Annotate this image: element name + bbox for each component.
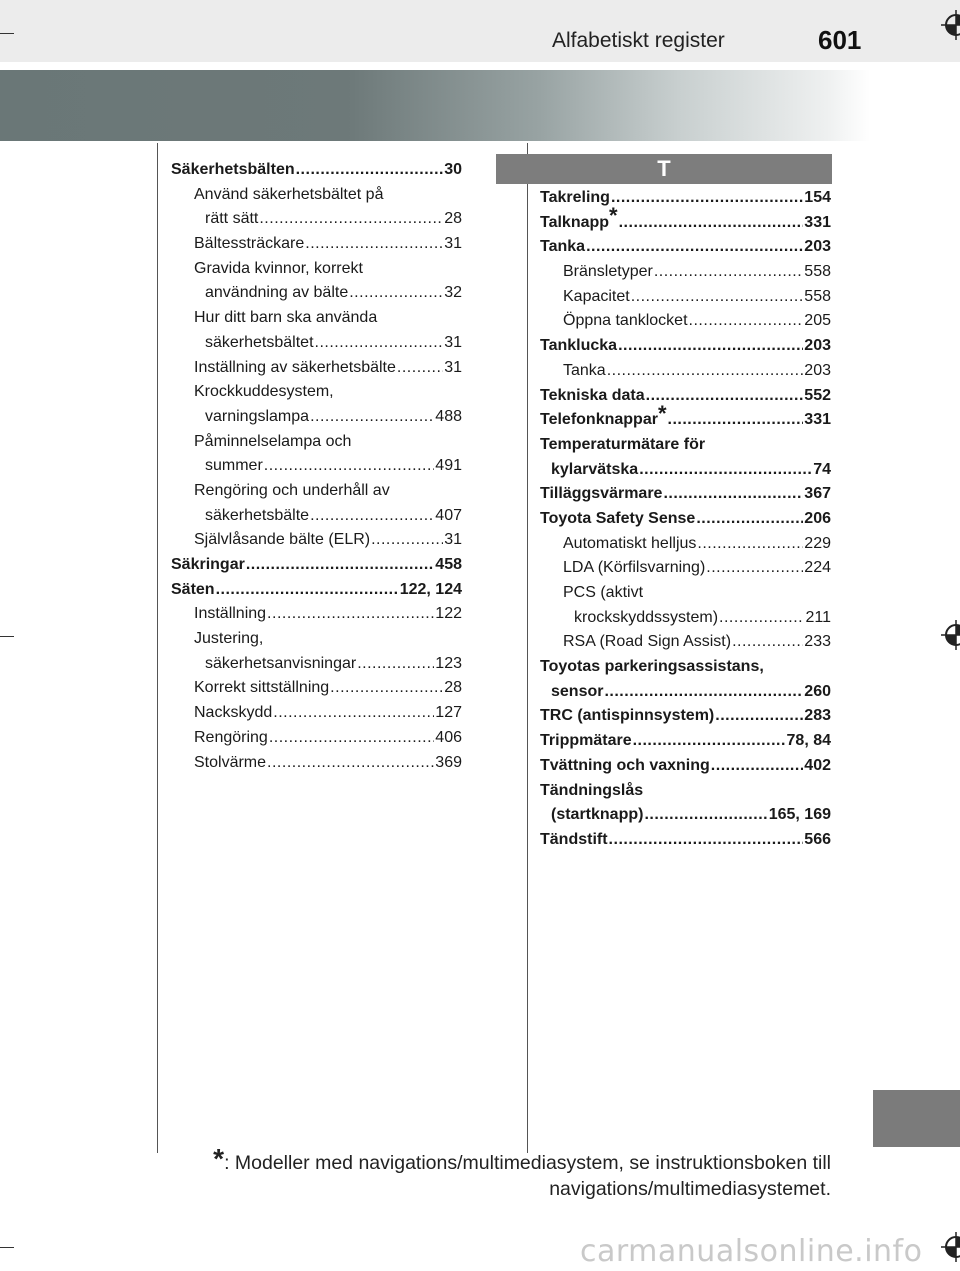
dot-leader <box>706 556 803 581</box>
index-entry-label: användning av bälte <box>205 284 349 302</box>
index-entry-page: 558 <box>804 287 831 305</box>
dot-leader <box>357 652 434 677</box>
dot-leader <box>305 232 443 257</box>
dot-leader <box>259 207 443 232</box>
index-entry-label: Inställning av säkerhetsbälte <box>194 358 396 376</box>
index-entry-page: 31 <box>444 333 462 351</box>
index-entry-label: kylarvätska <box>551 460 639 478</box>
index-entry-page: 458 <box>435 556 462 573</box>
index-entry-label: Säkringar <box>171 556 245 573</box>
index-entry-label: Tanka <box>563 361 606 379</box>
dot-leader <box>607 359 804 384</box>
index-entry <box>171 430 462 455</box>
index-entry-page: 28 <box>444 679 462 697</box>
index-entry-label: Tändningslås <box>540 781 644 799</box>
footnote <box>150 1142 831 1202</box>
index-entry-page: 407 <box>435 506 462 524</box>
index-entry <box>540 779 831 804</box>
index-entry-page: 205 <box>804 312 831 330</box>
index-entry-page: 233 <box>804 633 831 651</box>
index-entry <box>540 235 831 260</box>
index-entry-label: Öppna tanklocket <box>563 312 688 330</box>
registration-mark-icon <box>941 10 960 40</box>
index-entry <box>171 207 462 232</box>
index-entry-label: Bränsletyper <box>563 263 653 281</box>
index-entry <box>171 553 462 578</box>
index-entry-page: 206 <box>804 509 831 527</box>
dot-leader <box>349 281 443 306</box>
index-entry-label: Tändstift <box>540 830 608 848</box>
index-entry-page: 31 <box>444 358 462 376</box>
crop-mark <box>0 1247 14 1248</box>
index-entry-label: Tanklucka <box>540 337 618 355</box>
index-entry <box>540 581 831 606</box>
index-entry <box>171 306 462 331</box>
index-entry-label: Toyotas parkeringsassistans, <box>540 658 764 676</box>
index-entry-page: 211 <box>805 608 831 626</box>
dot-leader <box>397 356 443 381</box>
index-entry <box>171 528 462 553</box>
index-entry-page: 154 <box>804 189 831 206</box>
index-entry-label: Tekniska data <box>540 386 645 404</box>
index-entry <box>171 751 462 776</box>
index-entry <box>171 356 462 381</box>
dot-leader <box>315 331 444 356</box>
index-entry <box>540 309 831 334</box>
dot-leader <box>689 309 804 334</box>
index-entry <box>540 433 831 458</box>
dot-leader <box>732 630 803 655</box>
index-entry-page: 402 <box>804 756 831 774</box>
index-entry-page: 260 <box>804 682 831 700</box>
index-entry <box>171 504 462 529</box>
index-entry <box>540 704 831 729</box>
index-entry-label: PCS (aktivt <box>563 584 644 601</box>
index-entry-label: Temperaturmätare för <box>540 435 706 453</box>
index-entry-page: 32 <box>444 284 462 302</box>
dot-leader <box>618 334 803 359</box>
dot-leader <box>663 482 803 507</box>
index-entry-label: Stolvärme <box>194 753 267 771</box>
index-entry-page: 224 <box>804 559 831 577</box>
index-entry-page: 369 <box>435 753 462 771</box>
index-entry-label: (startknapp) <box>551 806 644 824</box>
index-entry-page: 558 <box>804 263 831 281</box>
crop-mark <box>0 636 14 637</box>
index-entry-label: Kapacitet <box>563 287 630 305</box>
index-entry-page: 127 <box>435 704 462 722</box>
dot-leader <box>631 285 804 310</box>
index-entry <box>540 507 831 532</box>
index-entry-label: Automatiskt helljus <box>563 534 697 552</box>
index-entry-page: 488 <box>435 407 462 425</box>
dot-leader <box>296 158 444 183</box>
registration-mark-icon <box>941 1232 960 1262</box>
crop-mark <box>0 33 14 34</box>
dot-leader <box>711 754 804 779</box>
index-entry <box>171 454 462 479</box>
index-entry-label: summer <box>205 457 263 475</box>
index-entry-page: 74 <box>813 460 831 478</box>
index-entry <box>171 331 462 356</box>
dot-leader <box>719 606 804 631</box>
index-entry-label: Hur ditt barn ska använda <box>194 309 378 327</box>
index-entry-page: 28 <box>444 210 462 228</box>
column-divider-left <box>157 143 158 1153</box>
index-entry-label: Använd säkerhetsbältet på <box>194 185 384 203</box>
footnote-line-2: navigations/multimediasystemet. <box>549 1178 831 1200</box>
index-entry-label: LDA (Körfilsvarning) <box>563 559 706 577</box>
index-entry-label: TRC (antispinnsystem) <box>540 707 715 725</box>
registration-mark-icon <box>941 620 960 650</box>
index-entry-page: 203 <box>804 238 831 256</box>
index-entry-label: Korrekt sittställning <box>194 679 330 697</box>
dot-leader <box>654 260 803 285</box>
index-entry-label: säkerhetsbältet <box>205 333 314 351</box>
index-entry <box>171 158 462 183</box>
index-entry <box>540 186 831 211</box>
index-entry-page: 31 <box>444 235 462 253</box>
index-entry <box>540 458 831 483</box>
dot-leader <box>246 553 434 578</box>
index-entry-label: Tanka <box>540 238 586 256</box>
index-entry-label: Trippmätare <box>540 732 632 750</box>
index-entry <box>171 479 462 504</box>
index-entry-label: sensor <box>551 682 604 700</box>
index-entry <box>171 676 462 701</box>
index-entry-page: 203 <box>804 337 831 355</box>
index-entry-page: 203 <box>804 361 831 379</box>
index-entry <box>171 726 462 751</box>
index-entry-label: Bältessträckare <box>194 235 305 253</box>
index-entry-page: 566 <box>804 830 831 848</box>
index-entry-page: 552 <box>804 386 831 404</box>
index-entry <box>540 260 831 285</box>
index-entry <box>540 359 831 384</box>
section-letter-header: T <box>496 154 832 184</box>
dot-leader <box>633 729 786 754</box>
dot-leader <box>371 528 443 553</box>
dot-leader <box>639 458 812 483</box>
index-entry-label: Självlåsande bälte (ELR) <box>194 531 371 549</box>
index-entry-label: Toyota Safety Sense <box>540 509 696 527</box>
watermark-text: carmanualsonline.info <box>580 1234 923 1269</box>
dot-leader <box>267 602 434 627</box>
footnote-line-1: : Modeller med navigations/multimediasystem, se instruktionsboken till <box>224 1152 831 1174</box>
index-entry <box>540 754 831 779</box>
index-entry <box>540 729 831 754</box>
index-entry-page: 406 <box>435 728 462 746</box>
index-entry <box>540 334 831 359</box>
dot-leader <box>586 235 803 260</box>
index-entry <box>171 701 462 726</box>
dot-leader <box>269 726 434 751</box>
index-entry-label: varningslampa <box>205 407 310 425</box>
dot-leader <box>646 384 804 409</box>
index-column-left <box>171 158 462 775</box>
index-entry-label: Krockkuddesystem, <box>194 383 334 401</box>
index-entry <box>171 281 462 306</box>
index-entry-page: 30 <box>444 161 462 178</box>
index-entry-label: RSA (Road Sign Assist) <box>563 633 732 651</box>
index-entry-page: 229 <box>804 534 831 552</box>
index-entry-page: 367 <box>804 485 831 503</box>
dot-leader <box>697 532 803 557</box>
index-entry-page: 491 <box>435 457 462 475</box>
index-entry <box>171 627 462 652</box>
index-entry-page: 331 <box>804 213 831 231</box>
dot-leader <box>611 186 803 211</box>
index-entry <box>540 400 831 433</box>
index-entry-label: Säten <box>171 580 215 598</box>
page-number: 601 <box>818 25 862 55</box>
index-entry <box>540 482 831 507</box>
index-entry-label: Rengöring <box>194 728 268 746</box>
dot-leader <box>330 676 443 701</box>
index-entry <box>171 380 462 405</box>
index-entry-label: säkerhetsanvisningar <box>205 654 357 672</box>
index-entry <box>540 203 831 236</box>
dot-leader <box>715 704 803 729</box>
index-entry-label: Gravida kvinnor, korrekt <box>194 259 363 277</box>
footnote-star: * <box>213 1142 225 1174</box>
dot-leader <box>609 828 804 853</box>
index-entry-label: Inställning <box>194 605 267 623</box>
index-entry-label: Telefonknappar <box>540 411 658 429</box>
header-gradient-bar <box>0 70 870 141</box>
index-entry-page: 122 <box>435 605 462 623</box>
index-entry <box>540 803 831 828</box>
index-entry <box>540 606 831 631</box>
index-entry-label: Tvättning och vaxning <box>540 756 710 774</box>
index-entry <box>540 556 831 581</box>
dot-leader <box>273 701 434 726</box>
index-entry-page: 283 <box>804 707 831 725</box>
index-entry-label: Säkerhetsbälten <box>171 161 295 178</box>
index-entry <box>171 578 462 603</box>
index-entry <box>171 257 462 282</box>
index-entry-label: krockskyddssystem) <box>574 608 719 626</box>
index-entry-label: Rengöring och underhåll av <box>194 481 390 499</box>
index-entry-label: Justering, <box>194 630 264 648</box>
dot-leader <box>310 405 434 430</box>
dot-leader <box>216 578 399 603</box>
index-entry <box>171 232 462 257</box>
index-entry <box>540 285 831 310</box>
dot-leader <box>264 454 435 479</box>
header-band <box>0 0 960 62</box>
index-column-right <box>540 186 831 853</box>
dot-leader <box>619 211 804 236</box>
index-entry <box>171 183 462 208</box>
index-entry <box>540 655 831 680</box>
index-entry <box>540 828 831 853</box>
index-entry-label: Tilläggsvärmare <box>540 485 663 503</box>
index-entry-page: 123 <box>435 654 462 672</box>
index-entry <box>171 405 462 430</box>
dot-leader <box>644 803 767 828</box>
footnote-star: * <box>657 400 667 426</box>
index-entry-label: Takreling <box>540 189 610 206</box>
index-entry <box>540 630 831 655</box>
index-entry-label: Nackskydd <box>194 704 273 722</box>
index-entry-page: 31 <box>444 531 462 549</box>
dot-leader <box>267 751 434 776</box>
footnote-star: * <box>609 203 618 229</box>
index-entry-page: 331 <box>804 411 831 429</box>
index-entry-label: rätt sätt <box>205 210 259 228</box>
chapter-thumb-tab <box>873 1090 960 1147</box>
index-entry-page: 78, 84 <box>786 732 831 750</box>
dot-leader <box>696 507 803 532</box>
dot-leader <box>604 680 803 705</box>
dot-leader <box>668 408 804 433</box>
index-entry-page: 122, 124 <box>399 580 462 598</box>
index-entry-label: säkerhetsbälte <box>205 506 310 524</box>
index-entry <box>171 652 462 677</box>
index-entry-label: Talknapp <box>540 213 610 231</box>
index-entry-label: Påminnelselampa och <box>194 432 352 450</box>
index-entry <box>540 384 831 409</box>
index-entry <box>171 602 462 627</box>
dot-leader <box>310 504 434 529</box>
index-entry-page: 165, 169 <box>768 806 831 824</box>
column-divider-middle <box>527 143 528 1153</box>
index-entry <box>540 680 831 705</box>
index-entry <box>540 532 831 557</box>
header-title: Alfabetiskt register <box>552 29 725 52</box>
